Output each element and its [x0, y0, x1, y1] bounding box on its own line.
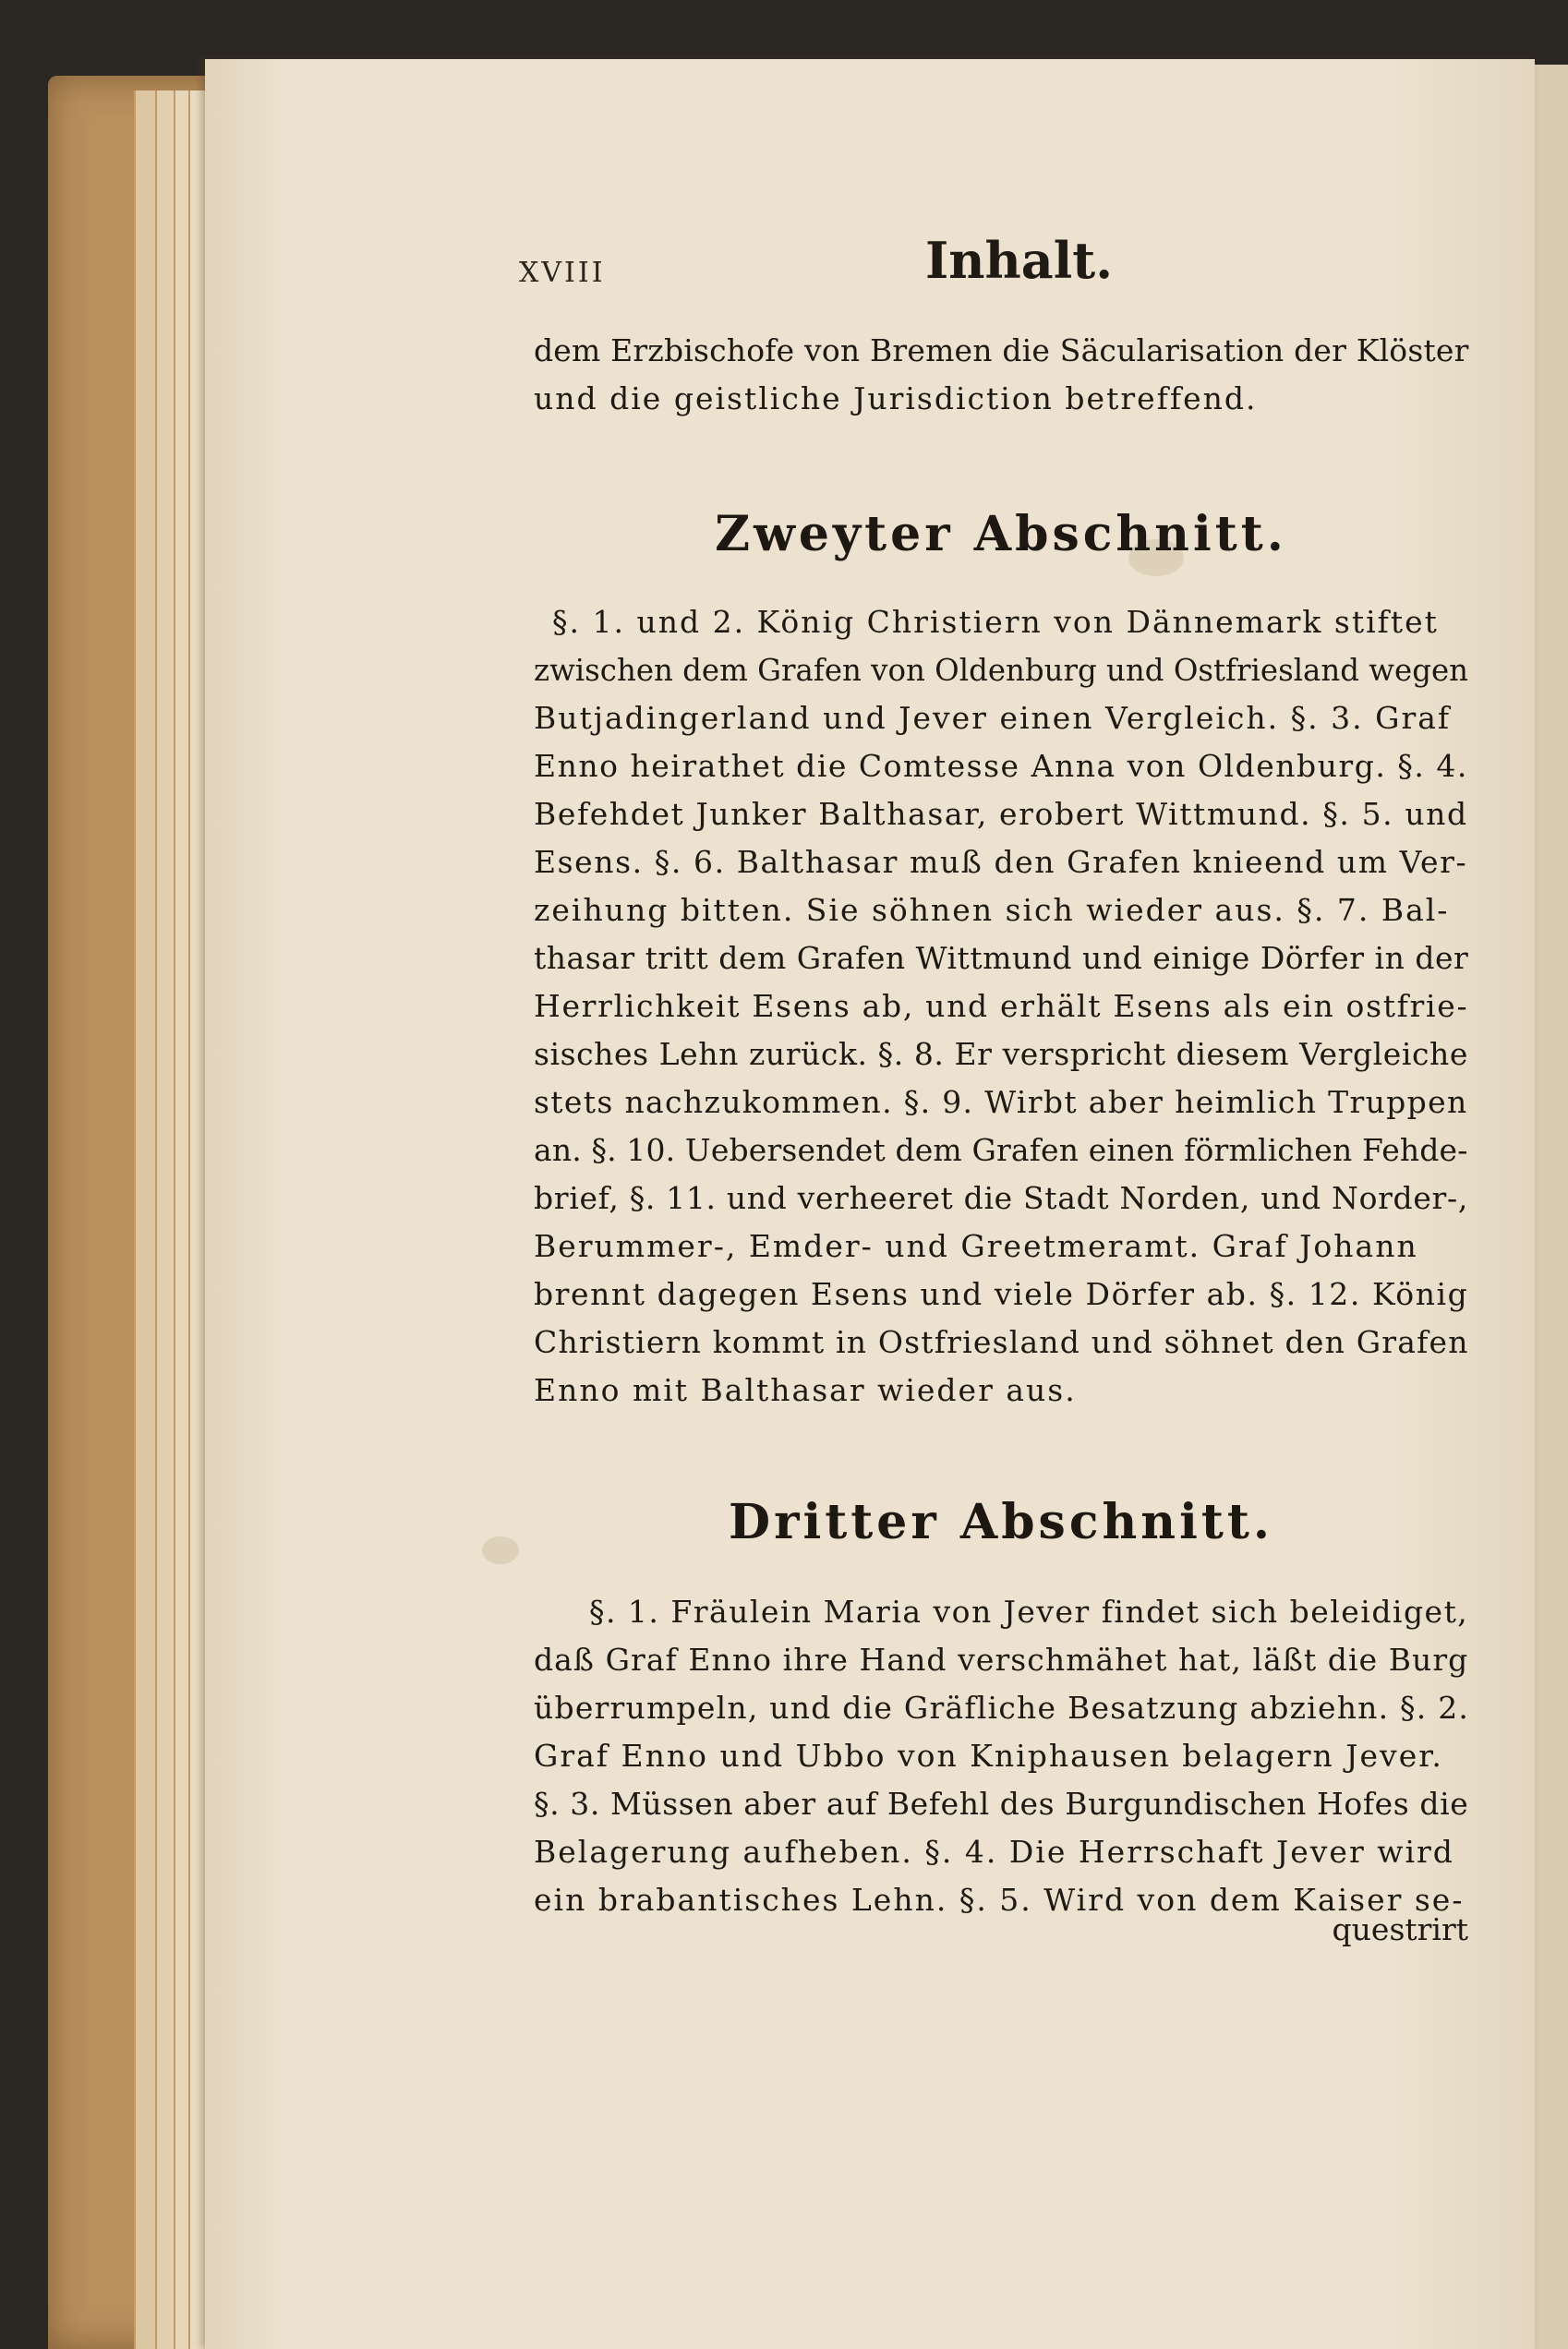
text-line: zwischen dem Grafen von Oldenburg und Ostfriesland wegen — [534, 652, 1469, 688]
text-line: §. 1. und 2. König Christiern von Dännemark stiftet — [552, 604, 1439, 640]
facing-page-edge — [1533, 65, 1568, 2349]
stain — [482, 1536, 519, 1564]
text-line: zeihung bitten. Sie söhnen sich wieder aus. §. 7. Bal- — [534, 892, 1450, 928]
text-line: ein brabantisches Lehn. §. 5. Wird von dem Kaiser se- — [534, 1882, 1465, 1918]
text-line: an. §. 10. Uebersendet dem Grafen einen förmlichen Fehde- — [534, 1132, 1468, 1168]
text-line: brennt dagegen Esens und viele Dörfer ab. §. 12. König — [534, 1276, 1469, 1312]
text-line: Esens. §. 6. Balthasar muß den Grafen knieend um Ver- — [534, 844, 1468, 880]
text-line: Enno heirathet die Comtesse Anna von Oldenburg. §. 4. — [534, 748, 1468, 784]
text-line: thasar tritt dem Grafen Wittmund und einige Dörfer in der — [534, 940, 1469, 976]
section-heading-3: Dritter Abschnitt. — [728, 1494, 1274, 1550]
text-line: Belagerung aufheben. §. 4. Die Herrschaft Jever wird — [534, 1834, 1454, 1870]
section-2-paragraph — [534, 598, 1468, 1415]
section-3-paragraph — [534, 1588, 1468, 1924]
text-line: sisches Lehn zurück. §. 8. Er verspricht diesem Vergleiche — [534, 1036, 1468, 1072]
text-line: Enno mit Balthasar wieder aus. — [534, 1372, 1077, 1408]
text-line: Berummer-, Emder- und Greetmeramt. Graf Johann — [534, 1228, 1418, 1264]
text-line: Graf Enno und Ubbo von Kniphausen belagern Jever. — [534, 1738, 1443, 1774]
text-line: stets nachzukommen. §. 9. Wirbt aber heimlich Truppen — [534, 1084, 1468, 1120]
text-line: §. 3. Müssen aber auf Befehl des Burgundischen Hofes die — [534, 1786, 1469, 1822]
text-line: brief, §. 11. und verheeret die Stadt Norden, und Norder-, — [534, 1180, 1468, 1216]
page-number: XVIII — [519, 257, 606, 289]
text-line: dem Erzbischofe von Bremen die Säcularisation der Klöster — [534, 332, 1469, 368]
text-line: §. 1. Fräulein Maria von Jever findet sich beleidiget, — [589, 1594, 1469, 1630]
text-line: Herrlichkeit Esens ab, und erhält Esens als ein ostfrie- — [534, 988, 1469, 1024]
running-head — [519, 231, 1489, 305]
text-line: Butjadingerland und Jever einen Vergleich. §. 3. Graf — [534, 700, 1452, 736]
catchword: questrirt — [1332, 1911, 1468, 1947]
intro-paragraph — [534, 327, 1468, 423]
text-line: Befehdet Junker Balthasar, erobert Wittmund. §. 5. und — [534, 796, 1468, 832]
text-line: daß Graf Enno ihre Hand verschmähet hat, läßt die Burg — [534, 1642, 1469, 1678]
text-line: überrumpeln, und die Gräfliche Besatzung abziehn. §. 2. — [534, 1690, 1470, 1726]
running-head-title: Inhalt. — [925, 231, 1114, 290]
text-line: und die geistliche Jurisdiction betreffend. — [534, 380, 1258, 416]
section-heading-2: Zweyter Abschnitt. — [715, 506, 1287, 562]
text-line: Christiern kommt in Ostfriesland und söhnet den Grafen — [534, 1324, 1469, 1360]
